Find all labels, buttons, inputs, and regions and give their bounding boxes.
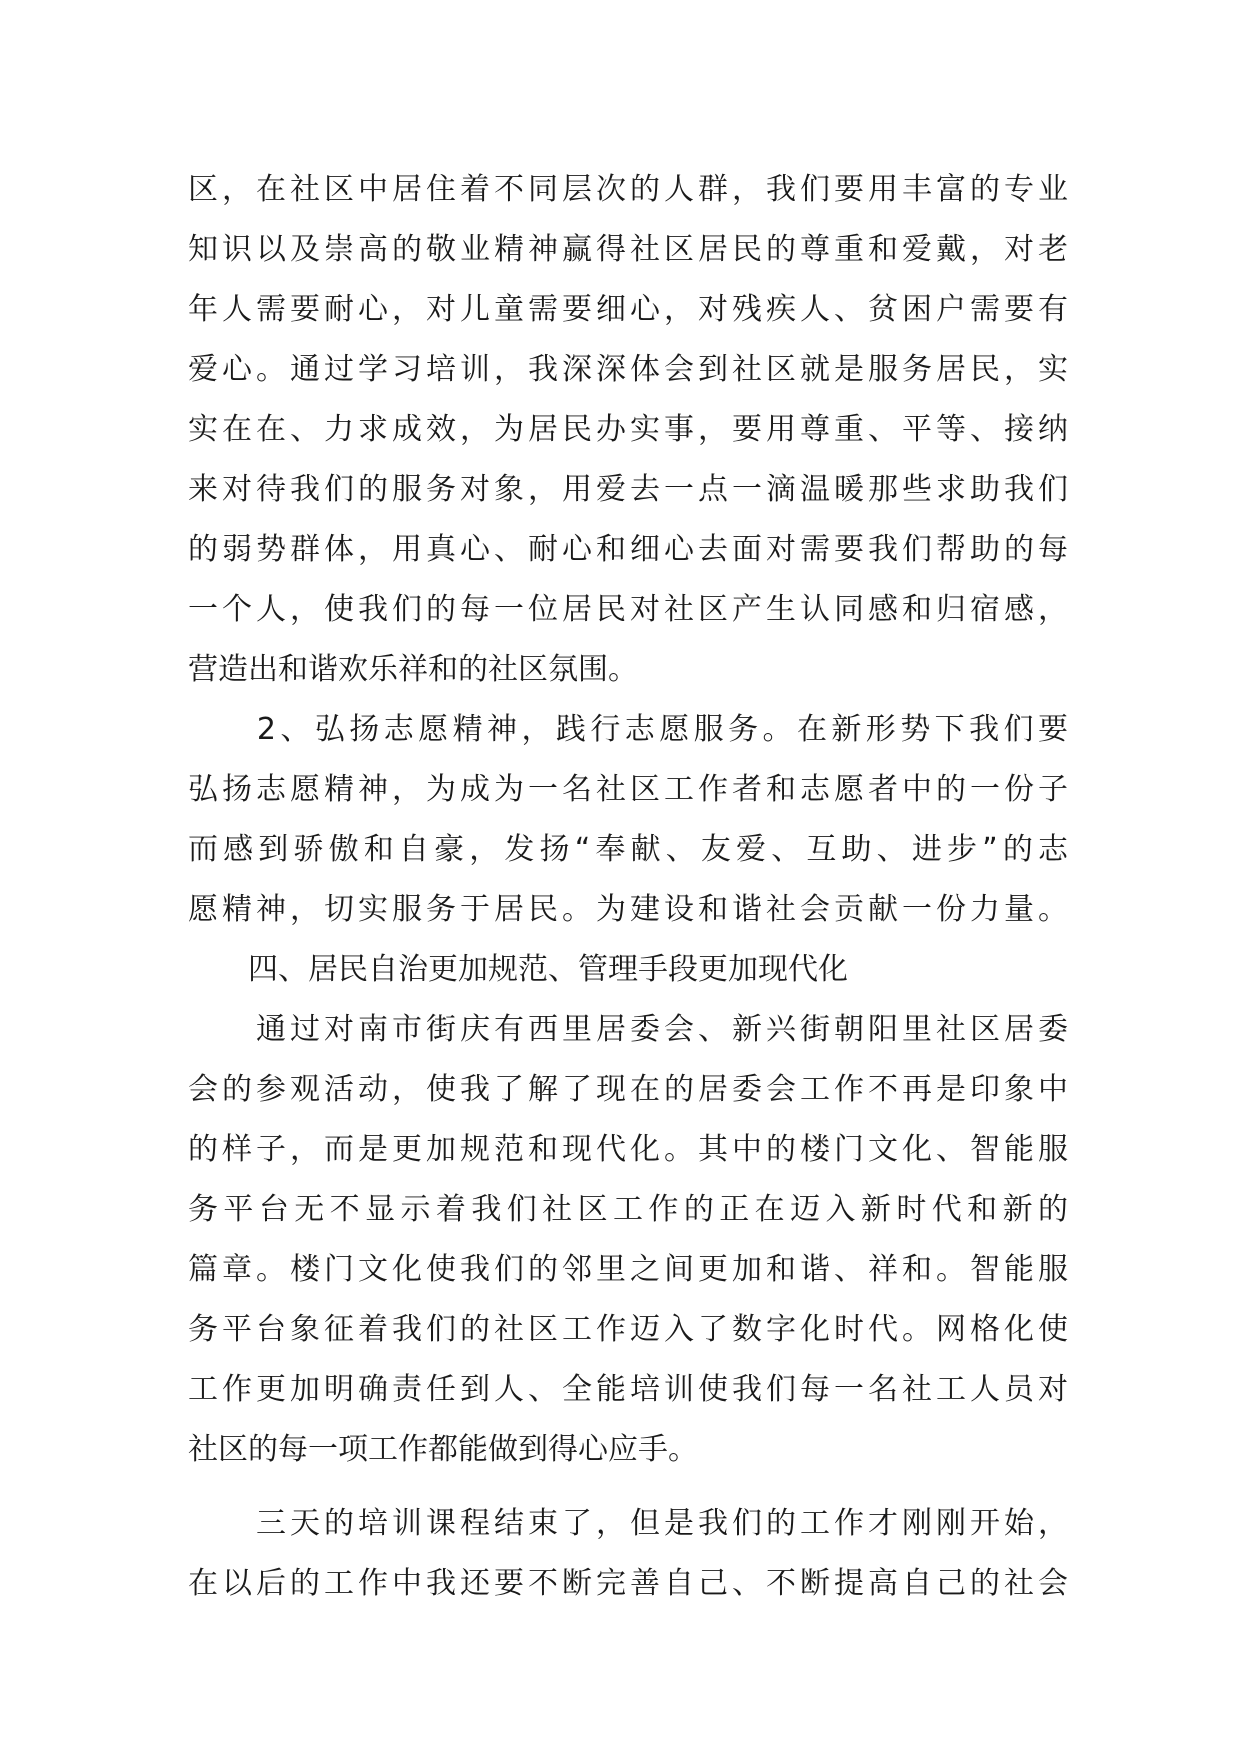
text-line: 的弱势群体，用真心、耐心和细心去面对需要我们帮助的每 [188,532,1068,567]
text-line: 知识以及崇高的敬业精神赢得社区居民的尊重和爱戴，对老 [188,232,1068,267]
document-body [188,160,1068,1614]
section-heading: 四、居民自治更加规范、管理手段更加现代化 [188,952,848,987]
text-line: 愿精神，切实服务于居民。为建设和谐社会贡献一份力量。 [188,892,1068,927]
text-line: 务平台象征着我们的社区工作迈入了数字化时代。网格化使 [188,1312,1068,1347]
text-line: 弘扬志愿精神，为成为一名社区工作者和志愿者中的一份子 [188,772,1068,807]
text-line: 实在在、力求成效，为居民办实事，要用尊重、平等、接纳 [188,412,1068,447]
text-line: 通过对南市街庆有西里居委会、新兴街朝阳里社区居委 [188,1012,1068,1047]
text-line: 爱心。通过学习培训，我深深体会到社区就是服务居民，实 [188,352,1068,387]
text-line: 一个人，使我们的每一位居民对社区产生认同感和归宿感， [188,592,1068,627]
text-line: 而感到骄傲和自豪，发扬“奉献、友爱、互助、进步”的志 [188,832,1068,867]
text-line: 2、弘扬志愿精神，践行志愿服务。在新形势下我们要 [188,712,1068,747]
text-line: 务平台无不显示着我们社区工作的正在迈入新时代和新的 [188,1192,1068,1227]
text-line: 营造出和谐欢乐祥和的社区氛围。 [188,652,638,687]
text-line: 社区的每一项工作都能做到得心应手。 [188,1432,698,1467]
text-line: 来对待我们的服务对象，用爱去一点一滴温暖那些求助我们 [188,472,1068,507]
text-line: 工作更加明确责任到人、全能培训使我们每一名社工人员对 [188,1372,1068,1407]
text-line: 区，在社区中居住着不同层次的人群，我们要用丰富的专业 [188,172,1068,207]
text-line: 会的参观活动，使我了解了现在的居委会工作不再是印象中 [188,1072,1068,1107]
paragraph-gap [188,1480,1068,1494]
text-line: 在以后的工作中我还要不断完善自己、不断提高自己的社会 [188,1566,1068,1601]
text-line: 篇章。楼门文化使我们的邻里之间更加和谐、祥和。智能服 [188,1252,1068,1287]
text-line: 三天的培训课程结束了，但是我们的工作才刚刚开始， [188,1506,1068,1541]
text-line: 的样子，而是更加规范和现代化。其中的楼门文化、智能服 [188,1132,1068,1167]
text-line: 年人需要耐心，对儿童需要细心，对残疾人、贫困户需要有 [188,292,1068,327]
